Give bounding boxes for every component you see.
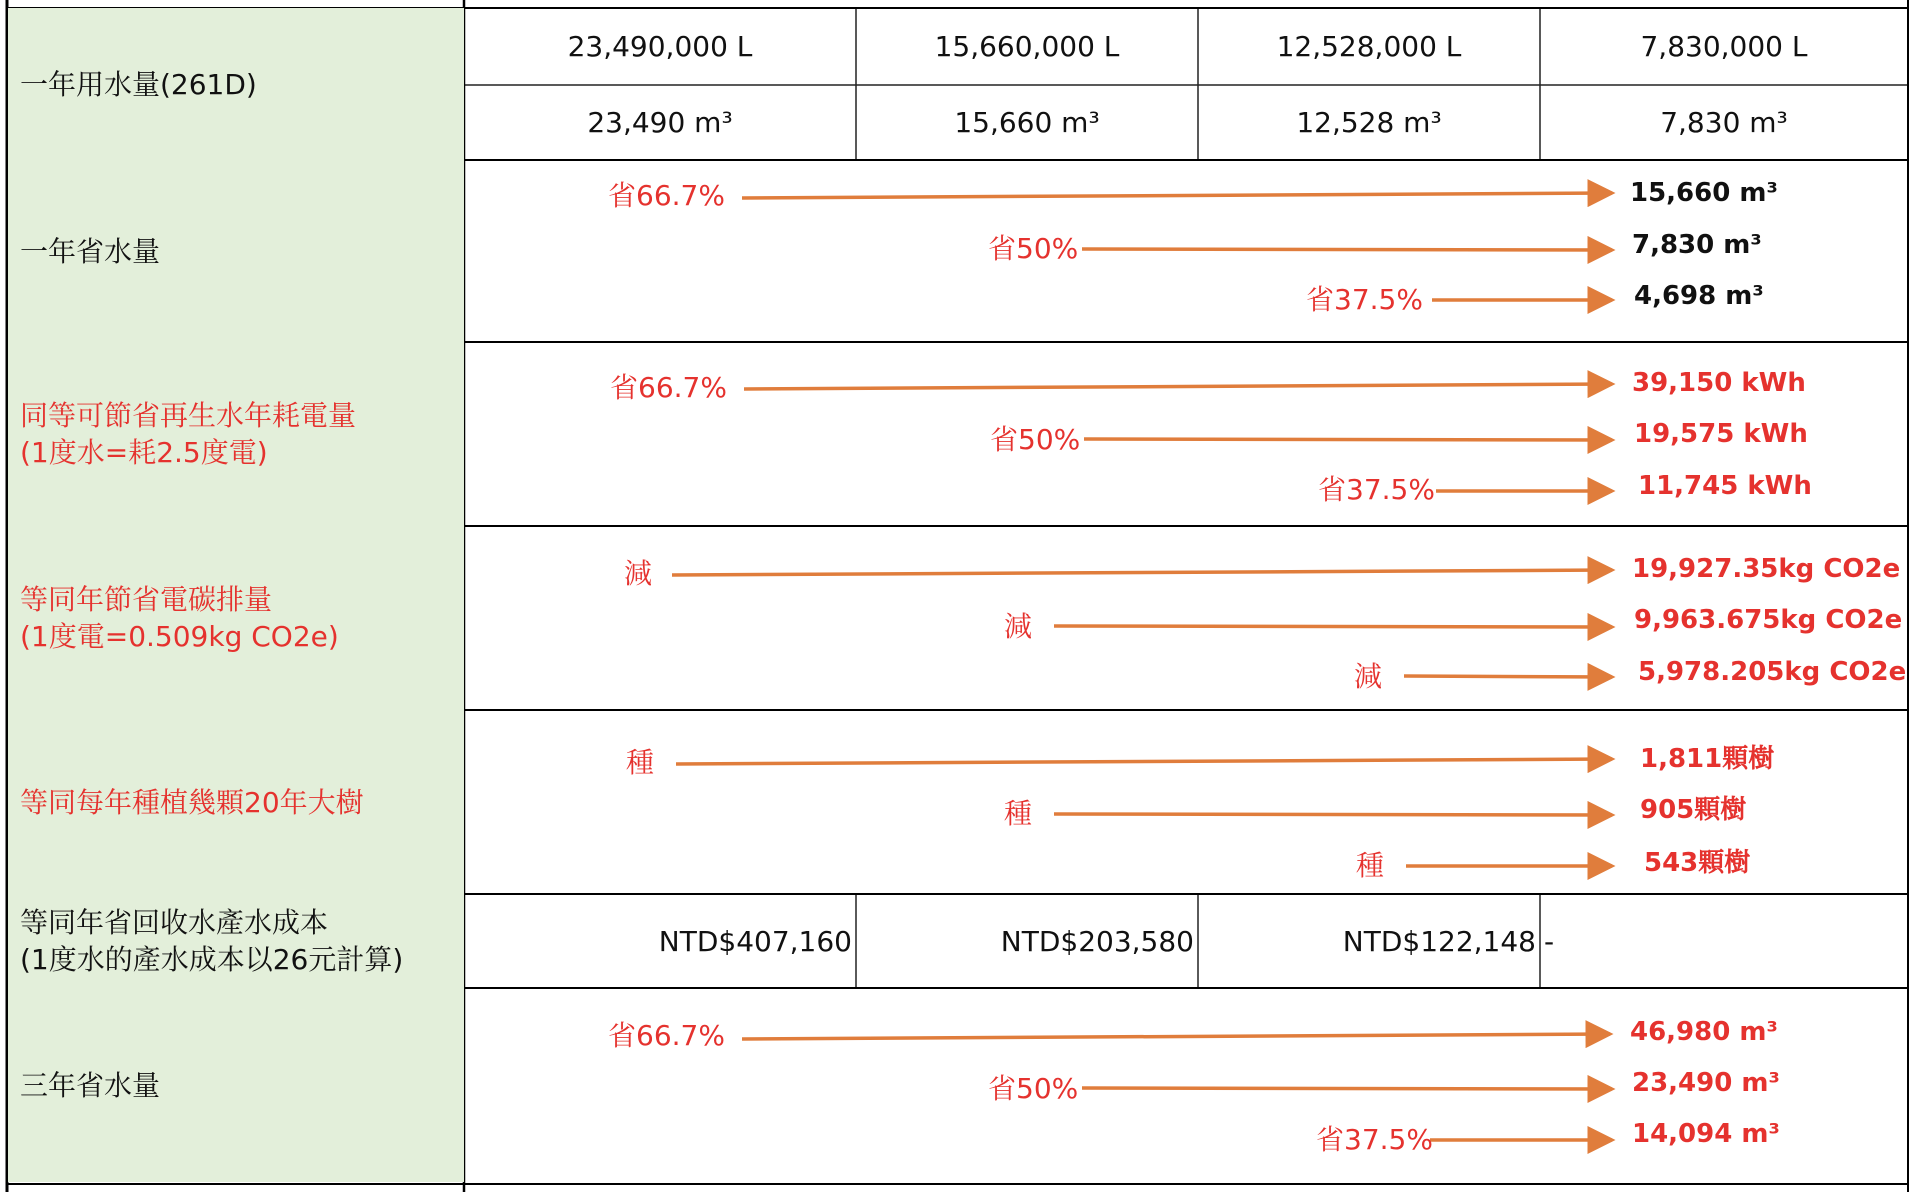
trees-tag-3: 種 xyxy=(1356,849,1385,882)
liters-col1: 23,490,000 L xyxy=(567,30,753,63)
cost-col1: NTD$407,160 xyxy=(658,924,852,958)
three-year-result-3: 14,094 m³ xyxy=(1632,1119,1780,1149)
liters-col3: 12,528,000 L xyxy=(1276,30,1462,63)
cost-col2: NTD$203,580 xyxy=(1000,924,1194,958)
power-result-2: 19,575 kWh xyxy=(1634,419,1808,449)
annual-saving-tag-2: 省50% xyxy=(988,232,1079,265)
cubic-col4: 7,830 m³ xyxy=(1660,106,1788,139)
cubic-col3: 12,528 m³ xyxy=(1296,106,1442,139)
carbon-tag-2: 減 xyxy=(1004,610,1033,643)
carbon-tag-3: 減 xyxy=(1354,660,1383,693)
label-power-saving: 同等可節省再生水年耗電量 (1度水=耗2.5度電) xyxy=(8,342,464,526)
annual-saving-result-2: 7,830 m³ xyxy=(1632,230,1762,260)
three-year-tag-2: 省50% xyxy=(988,1072,1079,1105)
power-result-3: 11,745 kWh xyxy=(1638,471,1812,501)
power-tag-1: 省66.7% xyxy=(610,371,727,404)
three-year-tag-1: 省66.7% xyxy=(608,1019,725,1052)
cost-col4: - xyxy=(1544,924,1555,958)
label-three-year: 三年省水量 xyxy=(8,988,464,1182)
trees-tag-2: 種 xyxy=(1004,797,1033,830)
cubic-col1: 23,490 m³ xyxy=(587,106,733,139)
carbon-result-1: 19,927.35kg CO2e xyxy=(1632,554,1901,584)
three-year-result-2: 23,490 m³ xyxy=(1632,1068,1780,1098)
label-annual-saving: 一年省水量 xyxy=(8,160,464,342)
carbon-result-3: 5,978.205kg CO2e xyxy=(1638,657,1907,687)
trees-tag-1: 種 xyxy=(626,746,655,779)
annual-saving-result-3: 4,698 m³ xyxy=(1634,281,1764,311)
carbon-tag-1: 減 xyxy=(624,557,653,590)
annual-saving-tag-3: 省37.5% xyxy=(1306,283,1423,316)
trees-result-2: 905顆樹 xyxy=(1640,795,1747,825)
power-tag-3: 省37.5% xyxy=(1318,473,1435,506)
label-trees: 等同每年種植幾顆20年大樹 xyxy=(8,710,464,894)
three-year-tag-3: 省37.5% xyxy=(1316,1123,1433,1156)
cubic-col2: 15,660 m³ xyxy=(954,106,1100,139)
annual-saving-tag-1: 省66.7% xyxy=(608,179,725,212)
liters-col4: 7,830,000 L xyxy=(1640,30,1808,63)
label-carbon: 等同年節省電碳排量 (1度電=0.509kg CO2e) xyxy=(8,526,464,710)
power-tag-2: 省50% xyxy=(990,423,1081,456)
liters-col2: 15,660,000 L xyxy=(934,30,1120,63)
carbon-result-2: 9,963.675kg CO2e xyxy=(1634,605,1903,635)
three-year-result-1: 46,980 m³ xyxy=(1630,1017,1778,1047)
annual-saving-result-1: 15,660 m³ xyxy=(1630,178,1778,208)
label-cost: 等同年省回收水產水成本 (1度水的產水成本以26元計算) xyxy=(8,894,464,988)
trees-result-1: 1,811顆樹 xyxy=(1640,744,1775,774)
trees-result-3: 543顆樹 xyxy=(1644,848,1751,878)
cost-col3: NTD$122,148 xyxy=(1342,924,1536,958)
power-result-1: 39,150 kWh xyxy=(1632,368,1806,398)
label-annual-usage: 一年用水量(261D) xyxy=(8,8,464,160)
